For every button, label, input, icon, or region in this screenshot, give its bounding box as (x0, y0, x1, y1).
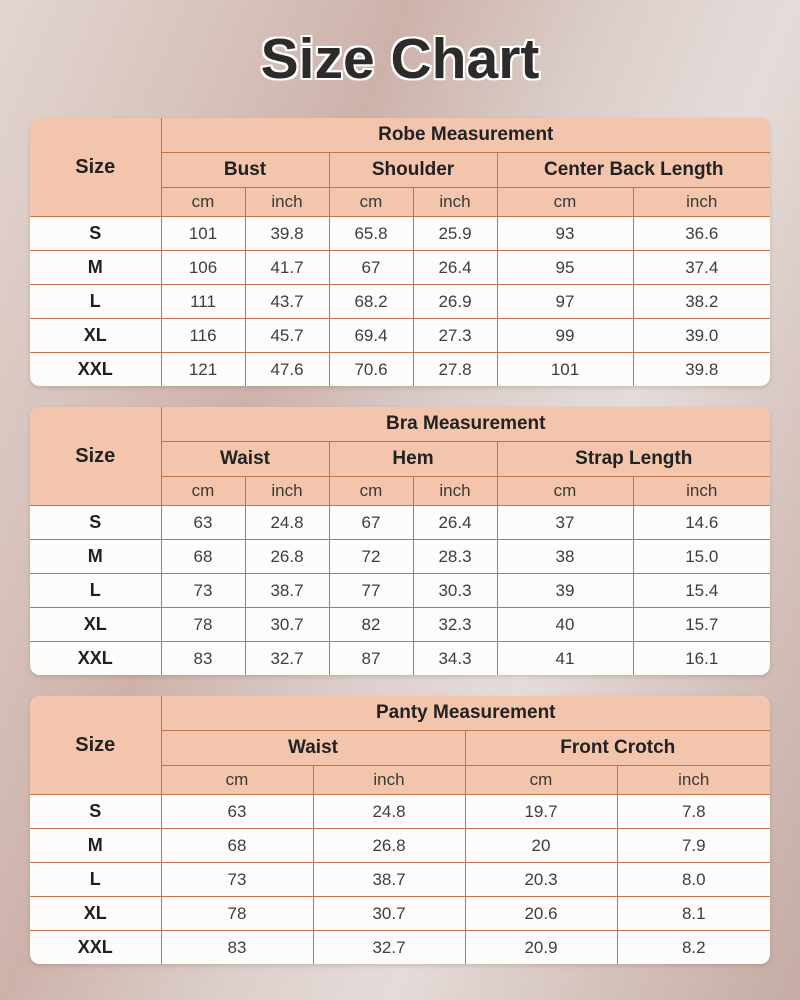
group-header-shoulder: Shoulder (329, 153, 497, 188)
table-row (30, 319, 770, 353)
cell-value: 8.2 (617, 931, 770, 965)
cell-value: 101 (497, 353, 633, 387)
size-label: L (30, 285, 161, 319)
panty-table (30, 696, 770, 964)
cell-value: 28.3 (413, 540, 497, 574)
table-row (30, 608, 770, 642)
unit-header: inch (245, 188, 329, 217)
group-header-waist: Waist (161, 731, 465, 766)
cell-value: 26.8 (313, 829, 465, 863)
unit-header: cm (161, 188, 245, 217)
cell-value: 78 (161, 897, 313, 931)
size-label: S (30, 217, 161, 251)
cell-value: 41.7 (245, 251, 329, 285)
cell-value: 38.7 (245, 574, 329, 608)
cell-value: 37.4 (633, 251, 770, 285)
cell-value: 72 (329, 540, 413, 574)
unit-header: cm (161, 477, 245, 506)
unit-header: cm (465, 766, 617, 795)
cell-value: 15.7 (633, 608, 770, 642)
cell-value: 39.8 (633, 353, 770, 387)
size-column-header: Size (30, 696, 161, 795)
cell-value: 68 (161, 829, 313, 863)
cell-value: 7.8 (617, 795, 770, 829)
cell-value: 26.8 (245, 540, 329, 574)
cell-value: 63 (161, 795, 313, 829)
cell-value: 47.6 (245, 353, 329, 387)
cell-value: 121 (161, 353, 245, 387)
cell-value: 7.9 (617, 829, 770, 863)
cell-value: 101 (161, 217, 245, 251)
group-header-waist: Waist (161, 442, 329, 477)
cell-value: 15.4 (633, 574, 770, 608)
unit-header: inch (313, 766, 465, 795)
robe-measurement-table (30, 118, 770, 386)
size-label: S (30, 506, 161, 540)
cell-value: 73 (161, 574, 245, 608)
cell-value: 32.7 (313, 931, 465, 965)
unit-header: inch (617, 766, 770, 795)
unit-header: inch (245, 477, 329, 506)
table-row (30, 353, 770, 387)
page-title: Size Chart (260, 27, 540, 91)
cell-value: 32.7 (245, 642, 329, 676)
cell-value: 45.7 (245, 319, 329, 353)
cell-value: 82 (329, 608, 413, 642)
cell-value: 8.0 (617, 863, 770, 897)
cell-value: 27.3 (413, 319, 497, 353)
table-row (30, 506, 770, 540)
table-title: Bra Measurement (161, 407, 770, 442)
cell-value: 38.2 (633, 285, 770, 319)
size-column-header: Size (30, 407, 161, 506)
group-header-front-crotch: Front Crotch (465, 731, 770, 766)
cell-value: 78 (161, 608, 245, 642)
cell-value: 20 (465, 829, 617, 863)
cell-value: 67 (329, 506, 413, 540)
cell-value: 14.6 (633, 506, 770, 540)
cell-value: 26.9 (413, 285, 497, 319)
table-row (30, 795, 770, 829)
group-header-bust: Bust (161, 153, 329, 188)
cell-value: 25.9 (413, 217, 497, 251)
cell-value: 27.8 (413, 353, 497, 387)
page-header (0, 0, 800, 118)
size-label: M (30, 540, 161, 574)
cell-value: 15.0 (633, 540, 770, 574)
cell-value: 26.4 (413, 506, 497, 540)
table-row (30, 642, 770, 676)
size-label: XXL (30, 353, 161, 387)
size-label: M (30, 829, 161, 863)
cell-value: 93 (497, 217, 633, 251)
cell-value: 106 (161, 251, 245, 285)
size-label: M (30, 251, 161, 285)
cell-value: 111 (161, 285, 245, 319)
cell-value: 30.7 (245, 608, 329, 642)
table-row (30, 251, 770, 285)
cell-value: 19.7 (465, 795, 617, 829)
size-label: L (30, 863, 161, 897)
table-row (30, 217, 770, 251)
size-label: XXL (30, 642, 161, 676)
cell-value: 37 (497, 506, 633, 540)
size-label: XL (30, 319, 161, 353)
unit-header: inch (633, 188, 770, 217)
unit-header: inch (633, 477, 770, 506)
cell-value: 20.6 (465, 897, 617, 931)
cell-value: 24.8 (245, 506, 329, 540)
cell-value: 26.4 (413, 251, 497, 285)
cell-value: 20.9 (465, 931, 617, 965)
unit-header: inch (413, 477, 497, 506)
table-row (30, 863, 770, 897)
bra-measurement-table (30, 407, 770, 675)
table-row (30, 285, 770, 319)
cell-value: 87 (329, 642, 413, 676)
table-row (30, 540, 770, 574)
size-label: XL (30, 608, 161, 642)
table-title-row (30, 696, 770, 731)
unit-header: inch (413, 188, 497, 217)
unit-header: cm (329, 188, 413, 217)
panty-measurement-table (30, 696, 770, 964)
cell-value: 36.6 (633, 217, 770, 251)
group-header-strap-length: Strap Length (497, 442, 770, 477)
size-label: XXL (30, 931, 161, 965)
table-title-row (30, 407, 770, 442)
cell-value: 20.3 (465, 863, 617, 897)
table-row (30, 931, 770, 965)
cell-value: 16.1 (633, 642, 770, 676)
table-title: Robe Measurement (161, 118, 770, 153)
cell-value: 39 (497, 574, 633, 608)
cell-value: 99 (497, 319, 633, 353)
cell-value: 8.1 (617, 897, 770, 931)
cell-value: 70.6 (329, 353, 413, 387)
cell-value: 38 (497, 540, 633, 574)
unit-header: cm (497, 477, 633, 506)
size-label: XL (30, 897, 161, 931)
unit-header: cm (161, 766, 313, 795)
cell-value: 38.7 (313, 863, 465, 897)
size-label: L (30, 574, 161, 608)
cell-value: 30.3 (413, 574, 497, 608)
cell-value: 97 (497, 285, 633, 319)
cell-value: 24.8 (313, 795, 465, 829)
table-row (30, 897, 770, 931)
unit-header: cm (329, 477, 413, 506)
cell-value: 43.7 (245, 285, 329, 319)
cell-value: 63 (161, 506, 245, 540)
cell-value: 95 (497, 251, 633, 285)
cell-value: 68.2 (329, 285, 413, 319)
cell-value: 39.0 (633, 319, 770, 353)
size-label: S (30, 795, 161, 829)
unit-header: cm (497, 188, 633, 217)
table-row (30, 574, 770, 608)
cell-value: 73 (161, 863, 313, 897)
cell-value: 41 (497, 642, 633, 676)
robe-table (30, 118, 770, 386)
table-row (30, 829, 770, 863)
table-title: Panty Measurement (161, 696, 770, 731)
cell-value: 32.3 (413, 608, 497, 642)
group-header-center-back-length: Center Back Length (497, 153, 770, 188)
cell-value: 34.3 (413, 642, 497, 676)
table-title-row (30, 118, 770, 153)
cell-value: 30.7 (313, 897, 465, 931)
group-header-hem: Hem (329, 442, 497, 477)
cell-value: 116 (161, 319, 245, 353)
cell-value: 68 (161, 540, 245, 574)
size-column-header: Size (30, 118, 161, 217)
cell-value: 67 (329, 251, 413, 285)
cell-value: 83 (161, 642, 245, 676)
cell-value: 83 (161, 931, 313, 965)
cell-value: 39.8 (245, 217, 329, 251)
cell-value: 65.8 (329, 217, 413, 251)
cell-value: 77 (329, 574, 413, 608)
cell-value: 40 (497, 608, 633, 642)
cell-value: 69.4 (329, 319, 413, 353)
bra-table (30, 407, 770, 675)
